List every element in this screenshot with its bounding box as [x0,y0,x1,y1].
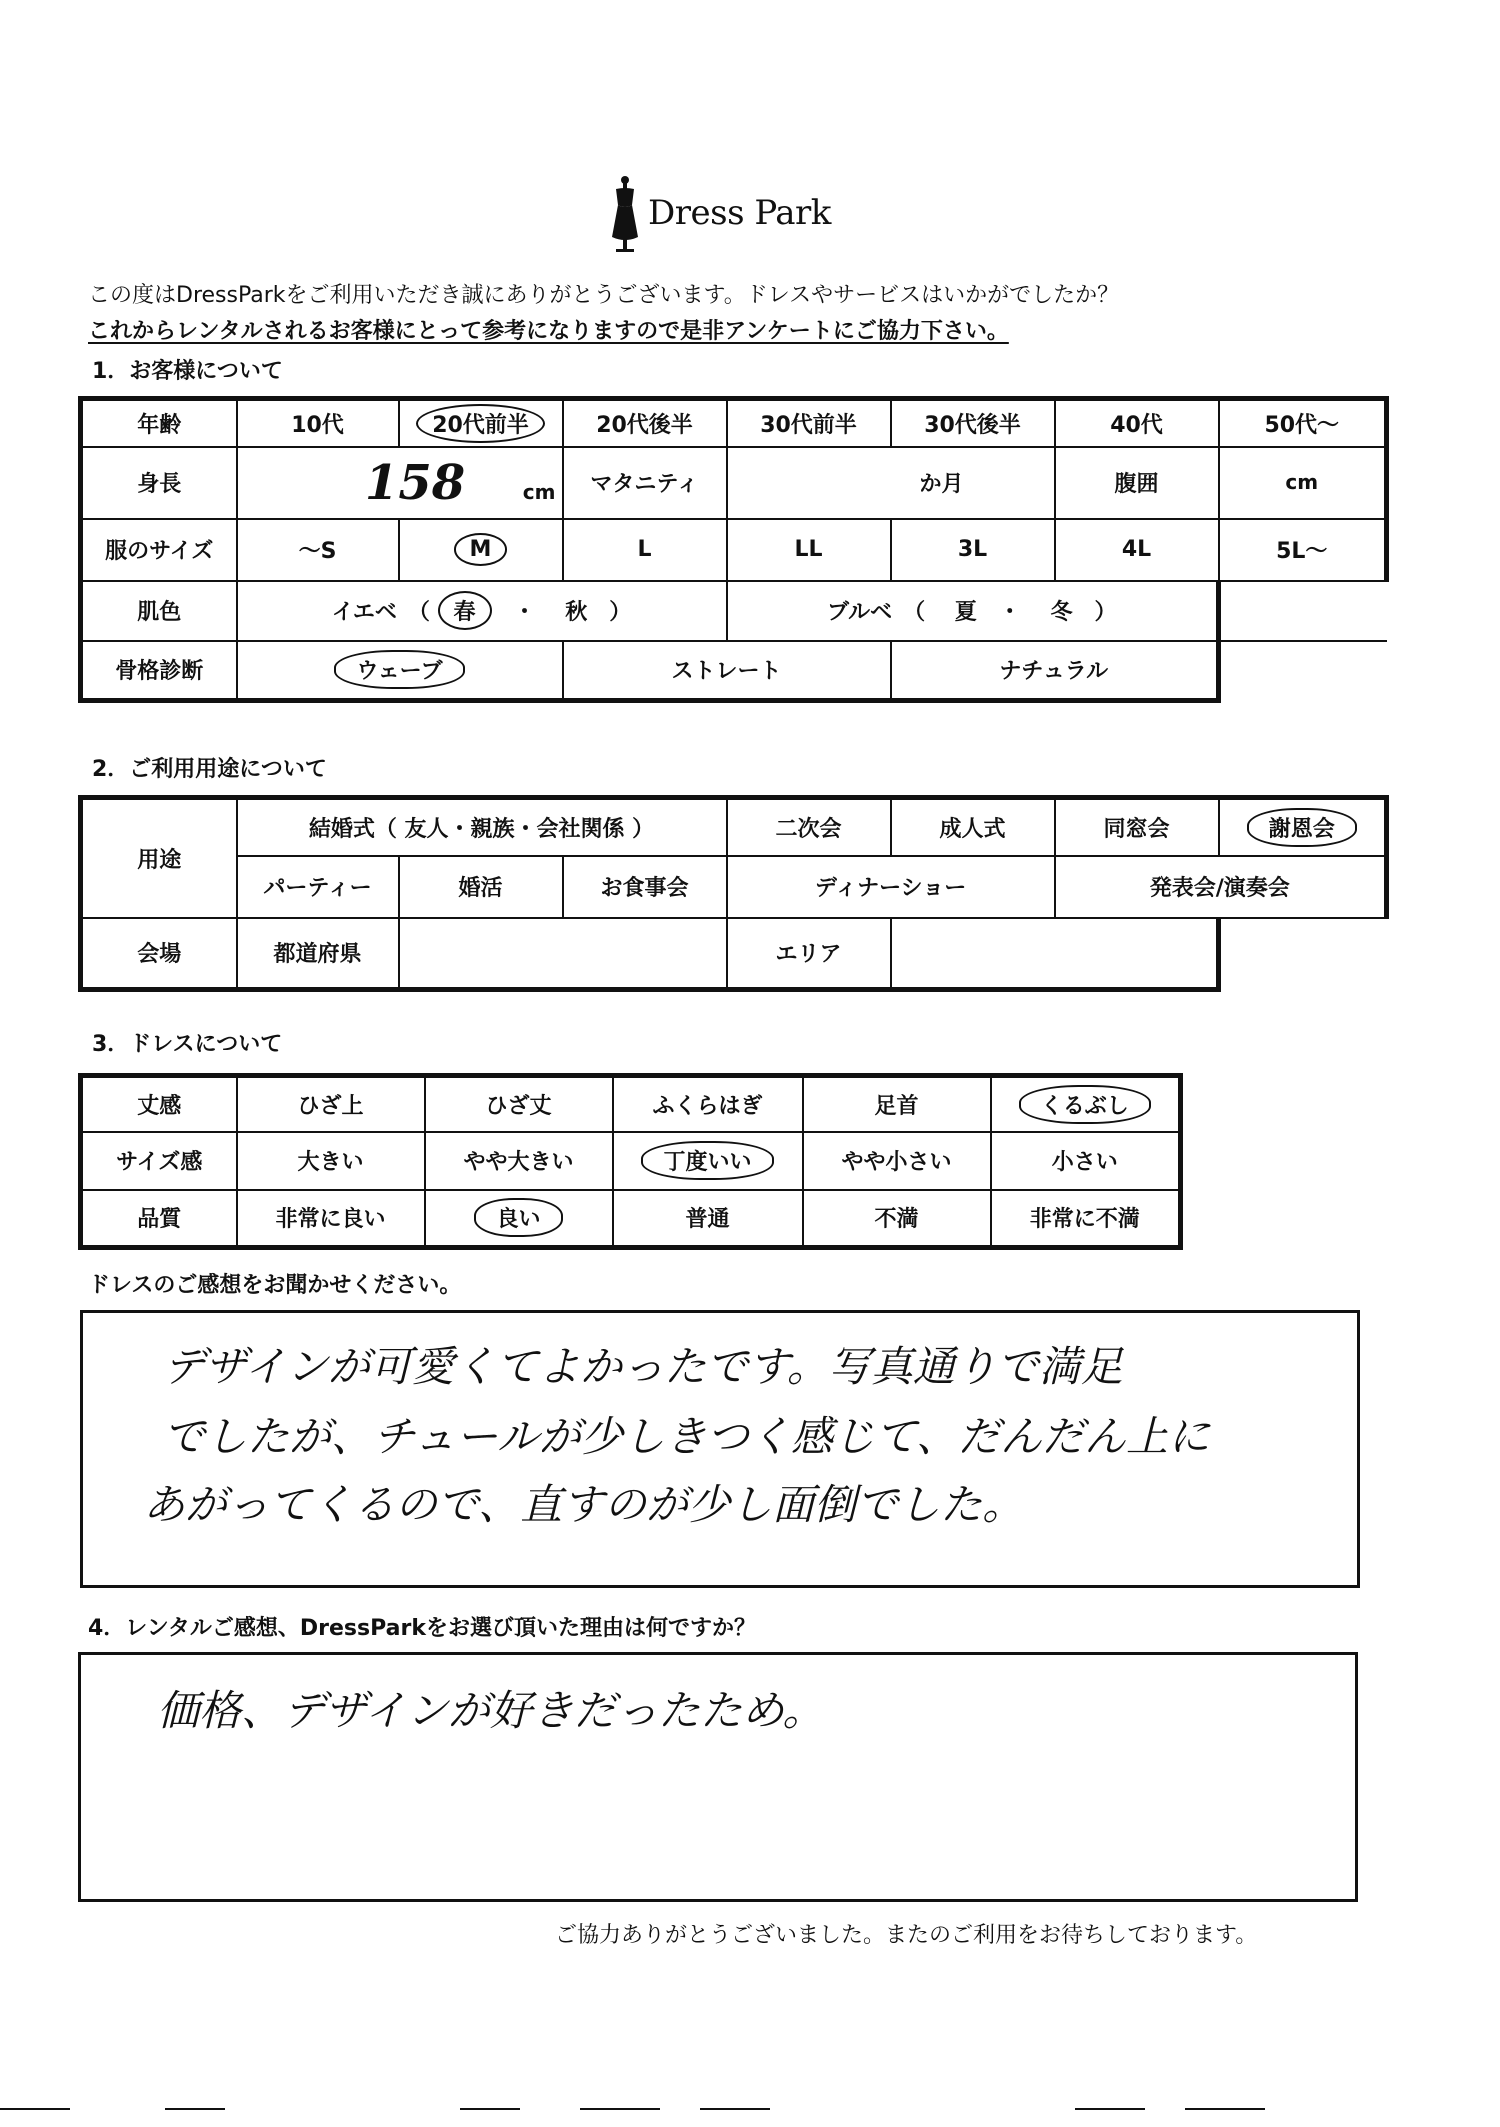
length-option[interactable]: ひざ丈 [425,1076,613,1132]
footer-line [700,2108,770,2110]
venue-row [81,918,1387,990]
empty-cell [1219,581,1387,641]
quality-option[interactable]: 不満 [803,1190,991,1248]
empty-cell [1219,918,1387,990]
area-label: エリア [727,918,891,990]
size-label: 服のサイズ [81,519,237,581]
fit-option-selected[interactable] [613,1132,803,1190]
impression-line: デザインが可愛くてよかったです。写真通りで満足 [163,1342,1123,1391]
empty-cell [1219,641,1387,701]
purpose-option[interactable]: 同窓会 [1055,798,1219,856]
selection-circle: 20代前半 [416,404,545,443]
prefecture-label: 都道府県 [237,918,399,990]
blue-base-label: ブルベ [826,600,893,625]
purpose-option[interactable]: お食事会 [563,856,727,918]
length-option-selected[interactable] [991,1076,1181,1132]
prefecture-field[interactable] [399,918,727,990]
size-option[interactable]: L [563,519,727,581]
length-row [81,1076,1181,1132]
purpose-table [78,795,1389,992]
quality-option[interactable]: 非常に不満 [991,1190,1181,1248]
fit-row [81,1132,1181,1190]
size-option[interactable]: 4L [1055,519,1219,581]
height-unit: cm [522,479,556,504]
size-option[interactable]: 3L [891,519,1055,581]
yellow-base-cell[interactable]: イエベ （ 春 ・ 秋 ） [237,581,727,641]
reason-box[interactable] [78,1652,1358,1902]
quality-row [81,1190,1181,1248]
age-row [81,399,1387,447]
spring-option-selected[interactable]: 春 [438,591,492,630]
quality-option[interactable]: 普通 [613,1190,803,1248]
thanks-message: ご協力ありがとうございました。またのご利用をお待ちしております。 [555,1923,1258,1948]
age-option[interactable]: 30代後半 [891,399,1055,447]
section2-title: 2．ご利用用途について [92,757,327,782]
wedding-option[interactable]: 結婚式（ 友人・親族・会社関係 ） [237,798,727,856]
dress-table [78,1073,1183,1250]
age-label: 年齢 [81,399,237,447]
height-value: 158 [364,454,466,511]
age-option[interactable]: 50代～ [1219,399,1387,447]
skeleton-option-selected[interactable] [237,641,563,701]
selection-circle: 謝恩会 [1247,808,1357,847]
purpose-option[interactable]: 発表会/演奏会 [1055,856,1387,918]
age-option[interactable]: 20代後半 [563,399,727,447]
selection-circle: 良い [474,1198,562,1237]
selection-circle: M [454,533,508,566]
selection-circle: くるぶし [1019,1085,1151,1124]
blue-base-cell[interactable]: ブルベ （ 夏 ・ 冬 ） [727,581,1219,641]
dress-form-icon [608,175,642,255]
size-option[interactable]: LL [727,519,891,581]
reason-answer: 価格、デザインが好きだったため。 [157,1686,825,1735]
section4-title: 4．レンタルご感想、DressParkをお選び頂いた理由は何ですか？ [88,1616,756,1641]
length-label: 丈感 [81,1076,237,1132]
impressions-title: ドレスのご感想をお聞かせください。 [88,1273,462,1298]
age-option[interactable]: 30代前半 [727,399,891,447]
purpose-option[interactable]: 成人式 [891,798,1055,856]
height-field[interactable] [237,447,563,519]
fit-label: サイズ感 [81,1132,237,1190]
footer-line [165,2108,225,2110]
quality-option[interactable]: 非常に良い [237,1190,425,1248]
age-option[interactable]: 10代 [237,399,399,447]
purpose-row-1 [81,798,1387,856]
footer-line [0,2108,70,2110]
height-row [81,447,1387,519]
impression-line: あがってくるので、直すのが少し面倒でした。 [143,1480,1025,1529]
footer-line [460,2108,520,2110]
skin-label: 肌色 [81,581,237,641]
waist-unit: cm [1285,470,1319,494]
purpose-option-selected[interactable] [1219,798,1387,856]
skeleton-label: 骨格診断 [81,641,237,701]
purpose-label: 用途 [81,798,237,918]
skeleton-option[interactable]: ストレート [563,641,891,701]
waist-field[interactable] [1219,447,1387,519]
intro-line-1: この度はDressParkをご利用いただき誠にありがとうございます。ドレスやサービスはいかがでしたか？ [88,283,1120,308]
purpose-row-2 [81,856,1387,918]
months-unit: か月 [919,472,964,497]
footer-line [580,2108,660,2110]
intro-line-2: これからレンタルされるお客様にとって参考になりますので是非アンケートにご協力下さい。 [88,319,1009,344]
skeleton-row [81,641,1387,701]
length-option[interactable]: ひざ上 [237,1076,425,1132]
skin-row [81,581,1387,641]
summer-option[interactable]: 夏 [954,600,977,625]
purpose-option[interactable]: ディナーショー [727,856,1055,918]
footer-line [1185,2108,1265,2110]
yellow-base-label: イエベ [331,600,397,625]
selection-circle: 丁度いい [641,1141,773,1180]
selection-circle: ウェーブ [334,650,464,689]
purpose-option[interactable]: パーティー [237,856,399,918]
fit-option[interactable]: 小さい [991,1132,1181,1190]
maternity-months-field[interactable] [727,447,1055,519]
size-row [81,519,1387,581]
quality-label: 品質 [81,1190,237,1248]
size-option[interactable]: ～S [237,519,399,581]
dresspark-logo [608,175,848,255]
section1-title: 1．お客様について [92,359,283,384]
purpose-option[interactable]: 婚活 [399,856,563,918]
length-option[interactable]: ふくらはぎ [613,1076,803,1132]
winter-option[interactable]: 冬 [1050,600,1073,625]
size-option[interactable]: 5L～ [1219,519,1387,581]
age-option-selected[interactable] [399,399,563,447]
quality-option-selected[interactable] [425,1190,613,1248]
area-field[interactable] [891,918,1219,990]
fit-option[interactable]: やや大きい [425,1132,613,1190]
impressions-box[interactable] [80,1310,1360,1588]
length-option[interactable]: 足首 [803,1076,991,1132]
footer-line [1075,2108,1145,2110]
logo-text: Dress Park [648,193,831,233]
customer-table [78,396,1389,703]
maternity-label: マタニティ [563,447,727,519]
autumn-option[interactable]: 秋 [565,600,588,625]
age-option[interactable]: 40代 [1055,399,1219,447]
skeleton-option[interactable]: ナチュラル [891,641,1219,701]
size-option-selected[interactable] [399,519,563,581]
section3-title: 3．ドレスについて [92,1032,283,1057]
impression-line: でしたが、チュールが少しきつく感じて、だんだん上に [163,1412,1211,1461]
fit-option[interactable]: やや小さい [803,1132,991,1190]
height-label: 身長 [81,447,237,519]
venue-label: 会場 [81,918,237,990]
fit-option[interactable]: 大きい [237,1132,425,1190]
waist-label: 腹囲 [1055,447,1219,519]
purpose-option[interactable]: 二次会 [727,798,891,856]
